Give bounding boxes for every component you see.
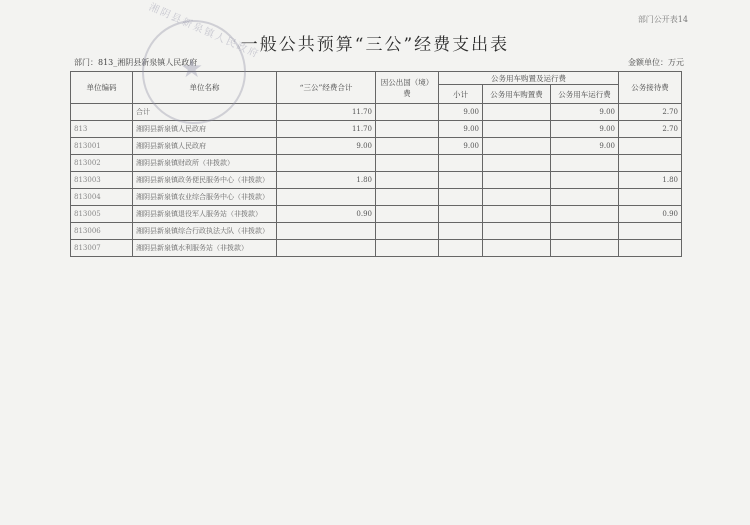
cell-total: 11.70 <box>277 121 376 138</box>
header-abroad: 因公出国（境）费 <box>376 72 439 104</box>
table-row <box>71 121 682 138</box>
cell-reception <box>619 223 682 240</box>
seal-star-icon: ★ <box>180 54 204 84</box>
amount-unit-label: 金额单位：万元 <box>628 58 684 67</box>
cell-reception <box>619 155 682 172</box>
table-row <box>71 206 682 223</box>
cell-abroad <box>376 138 439 155</box>
cell-reception <box>619 138 682 155</box>
cell-operation: 9.00 <box>551 104 619 121</box>
cell-purchase <box>483 138 551 155</box>
cell-purchase <box>483 104 551 121</box>
cell-purchase <box>483 206 551 223</box>
cell-subtotal: 9.00 <box>439 138 483 155</box>
cell-code: 813001 <box>71 138 133 155</box>
header-total: “三公”经费合计 <box>277 72 376 104</box>
cell-subtotal: 9.00 <box>439 104 483 121</box>
table-row <box>71 138 682 155</box>
cell-reception <box>619 189 682 206</box>
cell-reception: 2.70 <box>619 104 682 121</box>
cell-abroad <box>376 223 439 240</box>
cell-name: 湘阴县新泉镇退役军人服务站（非拨款） <box>133 206 277 223</box>
cell-operation <box>551 155 619 172</box>
cell-total <box>277 189 376 206</box>
cell-abroad <box>376 172 439 189</box>
cell-purchase <box>483 189 551 206</box>
cell-name: 湘阴县新泉镇人民政府 <box>133 138 277 155</box>
cell-name: 湘阴县新泉镇综合行政执法大队（非拨款） <box>133 223 277 240</box>
page-title: 一般公共预算“三公”经费支出表 <box>240 35 510 55</box>
cell-name: 湘阴县新泉镇政务便民服务中心（非拨款） <box>133 172 277 189</box>
cell-operation <box>551 240 619 257</box>
cell-reception: 2.70 <box>619 121 682 138</box>
table-row <box>71 155 682 172</box>
cell-code: 813003 <box>71 172 133 189</box>
cell-code: 813005 <box>71 206 133 223</box>
cell-operation <box>551 223 619 240</box>
cell-operation <box>551 172 619 189</box>
cell-total: 11.70 <box>277 104 376 121</box>
cell-subtotal <box>439 172 483 189</box>
cell-purchase <box>483 172 551 189</box>
header-code: 单位编码 <box>71 72 133 104</box>
header-operation: 公务用车运行费 <box>551 85 619 104</box>
table-row <box>71 189 682 206</box>
cell-total: 9.00 <box>277 138 376 155</box>
department-label: 部门：813_湘阴县新泉镇人民政府 <box>74 58 198 67</box>
cell-code: 813 <box>71 121 133 138</box>
cell-subtotal <box>439 189 483 206</box>
cell-name: 合计 <box>133 104 277 121</box>
cell-subtotal: 9.00 <box>439 121 483 138</box>
cell-operation: 9.00 <box>551 121 619 138</box>
cell-subtotal <box>439 223 483 240</box>
cell-abroad <box>376 104 439 121</box>
cell-abroad <box>376 206 439 223</box>
cell-name: 湘阴县新泉镇农业综合服务中心（非拨款） <box>133 189 277 206</box>
cell-operation: 9.00 <box>551 138 619 155</box>
cell-code: 813006 <box>71 223 133 240</box>
table-row <box>71 172 682 189</box>
cell-purchase <box>483 223 551 240</box>
seal-text: 湘阴县新泉镇人民政府 <box>147 1 262 61</box>
table-row <box>71 240 682 257</box>
cell-total: 1.80 <box>277 172 376 189</box>
cell-purchase <box>483 155 551 172</box>
header-reception: 公务接待费 <box>619 72 682 104</box>
header-name: 单位名称 <box>133 72 277 104</box>
cell-abroad <box>376 155 439 172</box>
cell-subtotal <box>439 206 483 223</box>
page-mark: 部门公开表14 <box>637 15 688 24</box>
cell-operation <box>551 206 619 223</box>
cell-reception <box>619 240 682 257</box>
cell-total: 0.90 <box>277 206 376 223</box>
cell-code: 813007 <box>71 240 133 257</box>
cell-name: 湘阴县新泉镇财政所（非拨款） <box>133 155 277 172</box>
cell-total <box>277 155 376 172</box>
header-vehicle-group: 公务用车购置及运行费 <box>439 72 619 85</box>
cell-reception: 0.90 <box>619 206 682 223</box>
cell-abroad <box>376 189 439 206</box>
header-purchase: 公务用车购置费 <box>483 85 551 104</box>
cell-abroad <box>376 121 439 138</box>
cell-code: 813004 <box>71 189 133 206</box>
cell-code: 813002 <box>71 155 133 172</box>
table-row <box>71 223 682 240</box>
header-subtotal: 小计 <box>439 85 483 104</box>
cell-abroad <box>376 240 439 257</box>
cell-reception: 1.80 <box>619 172 682 189</box>
cell-subtotal <box>439 240 483 257</box>
cell-total <box>277 240 376 257</box>
cell-operation <box>551 189 619 206</box>
cell-purchase <box>483 240 551 257</box>
cell-name: 湘阴县新泉镇水利服务站（非拨款） <box>133 240 277 257</box>
cell-total <box>277 223 376 240</box>
cell-code <box>71 104 133 121</box>
cell-name: 湘阴县新泉镇人民政府 <box>133 121 277 138</box>
cell-subtotal <box>439 155 483 172</box>
cell-purchase <box>483 121 551 138</box>
